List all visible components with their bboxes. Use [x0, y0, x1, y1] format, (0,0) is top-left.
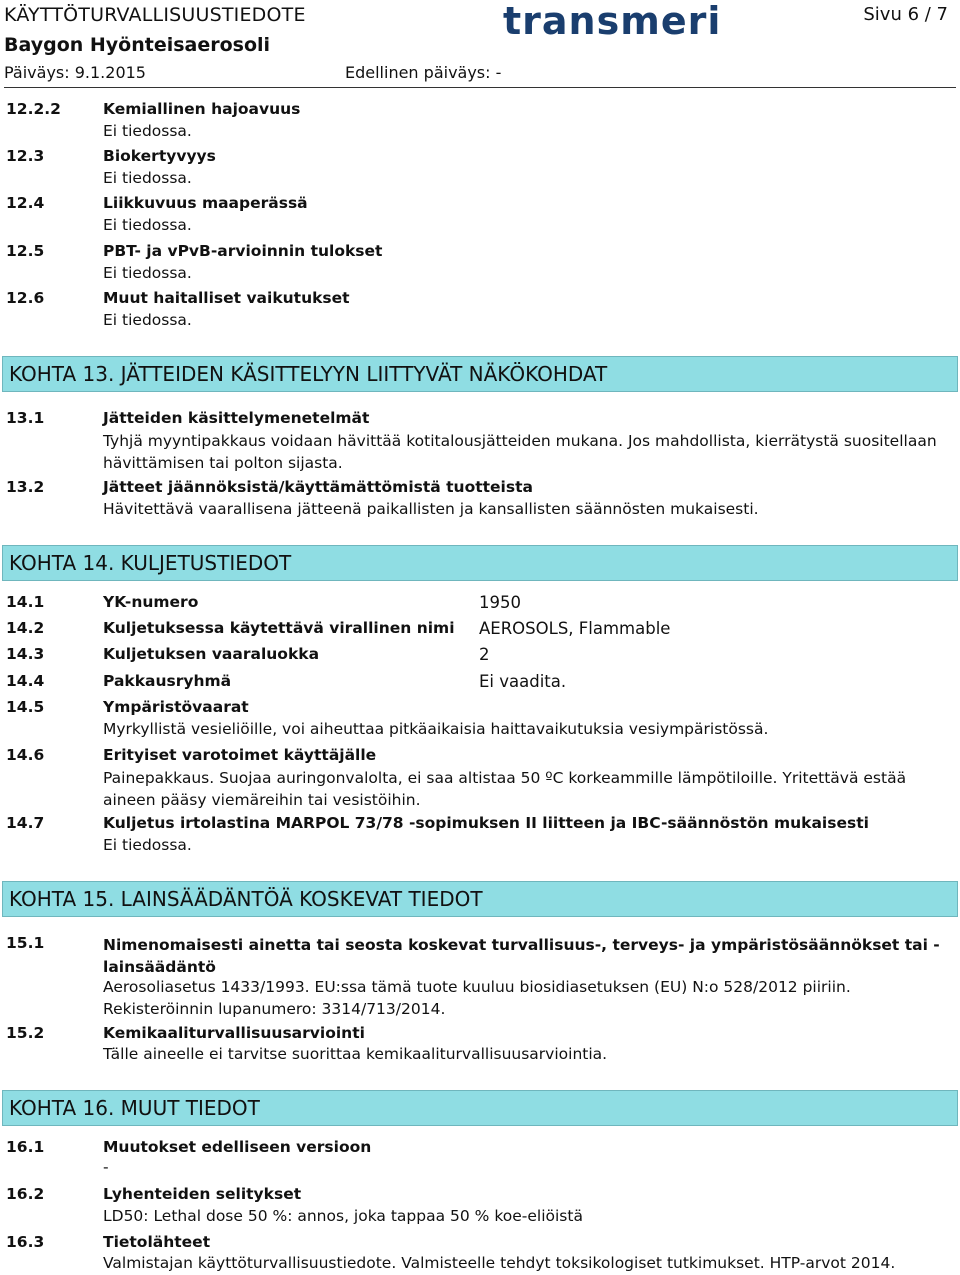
page-number: Sivu 6 / 7	[863, 4, 948, 25]
item-number: 13.2	[6, 478, 45, 496]
item-value: Ei vaadita.	[479, 672, 567, 691]
item-number: 16.1	[6, 1138, 45, 1156]
item-title: PBT- ja vPvB-arvioinnin tulokset	[103, 242, 383, 260]
item-number: 14.6	[6, 746, 45, 764]
item-number: 12.2.2	[6, 100, 61, 118]
item-number: 16.3	[6, 1233, 45, 1251]
item-title: Kemiallinen hajoavuus	[103, 100, 301, 118]
item-title: Muut haitalliset vaikutukset	[103, 289, 350, 307]
item-value: 1950	[479, 593, 521, 612]
section-heading-14: KOHTA 14. KULJETUSTIEDOT	[2, 545, 958, 581]
document-title: KÄYTTÖTURVALLISUUSTIEDOTE	[4, 4, 306, 26]
item-number: 12.3	[6, 147, 45, 165]
item-text: Tyhjä myyntipakkaus voidaan hävittää kotitalousjätteiden mukana. Jos mahdollista, kierrätystä suositellaan hävittämisen tai polton sijasta.	[103, 432, 937, 472]
item-title: Jätteiden käsittelymenetelmät	[103, 409, 370, 427]
item-title: Biokertyvyys	[103, 147, 216, 165]
item-title: Nimenomaisesti ainetta tai seosta koskevat turvallisuus-, terveys- ja ympäristösäännökset tai -lainsäädäntö	[103, 936, 940, 976]
item-text: Myrkyllistä vesieliöille, voi aiheuttaa pitkäaikaisia haittavaikutuksia vesiympäristössä.	[103, 720, 769, 738]
item-number: 14.4	[6, 672, 45, 690]
item-text: Painepakkaus. Suojaa auringonvalolta, ei saa altistaa 50 ºC korkeammille lämpötiloille. Yritettävä estää aineen pääsy viemäreihin tai vesistöihin.	[103, 769, 907, 809]
item-value: 2	[479, 645, 490, 664]
item-number: 12.4	[6, 194, 45, 212]
item-title: Kuljetus irtolastina MARPOL 73/78 -sopimuksen II liitteen ja IBC-säännöstön mukaisesti	[103, 814, 869, 832]
item-number: 14.1	[6, 593, 45, 611]
item-text: Ei tiedossa.	[103, 311, 192, 329]
product-name: Baygon Hyönteisaerosoli	[4, 34, 271, 56]
item-number: 13.1	[6, 409, 45, 427]
item-title: Jätteet jäännöksistä/käyttämättömistä tuotteista	[103, 478, 533, 496]
item-number: 14.7	[6, 814, 45, 832]
item-title: Tietolähteet	[103, 1233, 211, 1251]
transmeri-logo	[503, 2, 728, 42]
section-heading-16: KOHTA 16. MUUT TIEDOT	[2, 1090, 958, 1126]
item-title: YK-numero	[103, 593, 199, 611]
item-text: Tälle aineelle ei tarvitse suorittaa kemikaaliturvallisuusarviointia.	[103, 1045, 608, 1063]
header-divider	[4, 87, 956, 88]
item-text: Valmistajan käyttöturvallisuustiedote. Valmisteelle tehdyt toksikologiset tutkimukset. HTP-arvot 2014.	[103, 1254, 896, 1272]
logo-text: transmeri	[503, 2, 722, 42]
item-text: Ei tiedossa.	[103, 264, 192, 282]
item-title: Kuljetuksessa käytettävä virallinen nimi	[103, 619, 455, 637]
item-title: Erityiset varotoimet käyttäjälle	[103, 746, 377, 764]
item-text: Ei tiedossa.	[103, 122, 192, 140]
item-title: Ympäristövaarat	[103, 698, 249, 716]
item-number: 15.1	[6, 934, 45, 952]
item-title: Muutokset edelliseen versioon	[103, 1138, 372, 1156]
item-text: Hävitettävä vaarallisena jätteenä paikallisten ja kansallisten säännösten mukaisesti.	[103, 500, 759, 518]
item-title: Kuljetuksen vaaraluokka	[103, 645, 320, 663]
item-title: Lyhenteiden selitykset	[103, 1185, 302, 1203]
item-text: Ei tiedossa.	[103, 216, 192, 234]
item-text: Ei tiedossa.	[103, 169, 192, 187]
item-number: 12.6	[6, 289, 45, 307]
item-text: Ei tiedossa.	[103, 836, 192, 854]
item-title: Kemikaaliturvallisuusarviointi	[103, 1024, 365, 1042]
item-text: -	[103, 1158, 109, 1176]
item-text: Aerosoliasetus 1433/1993. EU:ssa tämä tuote kuuluu biosidiasetuksen (EU) N:o 528/2012 piiriin. Rekisteröinnin lupanumero: 3314/713/2014.	[103, 978, 851, 1018]
item-number: 14.3	[6, 645, 45, 663]
item-number: 14.2	[6, 619, 45, 637]
item-text: LD50: Lethal dose 50 %: annos, joka tappaa 50 % koe-eliöistä	[103, 1207, 583, 1225]
item-number: 16.2	[6, 1185, 45, 1203]
previous-date: Edellinen päiväys: -	[345, 63, 502, 82]
item-title: Liikkuvuus maaperässä	[103, 194, 308, 212]
issue-date: Päiväys: 9.1.2015	[4, 63, 146, 82]
item-number: 12.5	[6, 242, 45, 260]
item-number: 15.2	[6, 1024, 45, 1042]
item-number: 14.5	[6, 698, 45, 716]
section-heading-15: KOHTA 15. LAINSÄÄDÄNTÖÄ KOSKEVAT TIEDOT	[2, 881, 958, 917]
item-title: Pakkausryhmä	[103, 672, 232, 690]
section-heading-13: KOHTA 13. JÄTTEIDEN KÄSITTELYYN LIITTYVÄT NÄKÖKOHDAT	[2, 356, 958, 392]
item-value: AEROSOLS, Flammable	[479, 619, 671, 638]
